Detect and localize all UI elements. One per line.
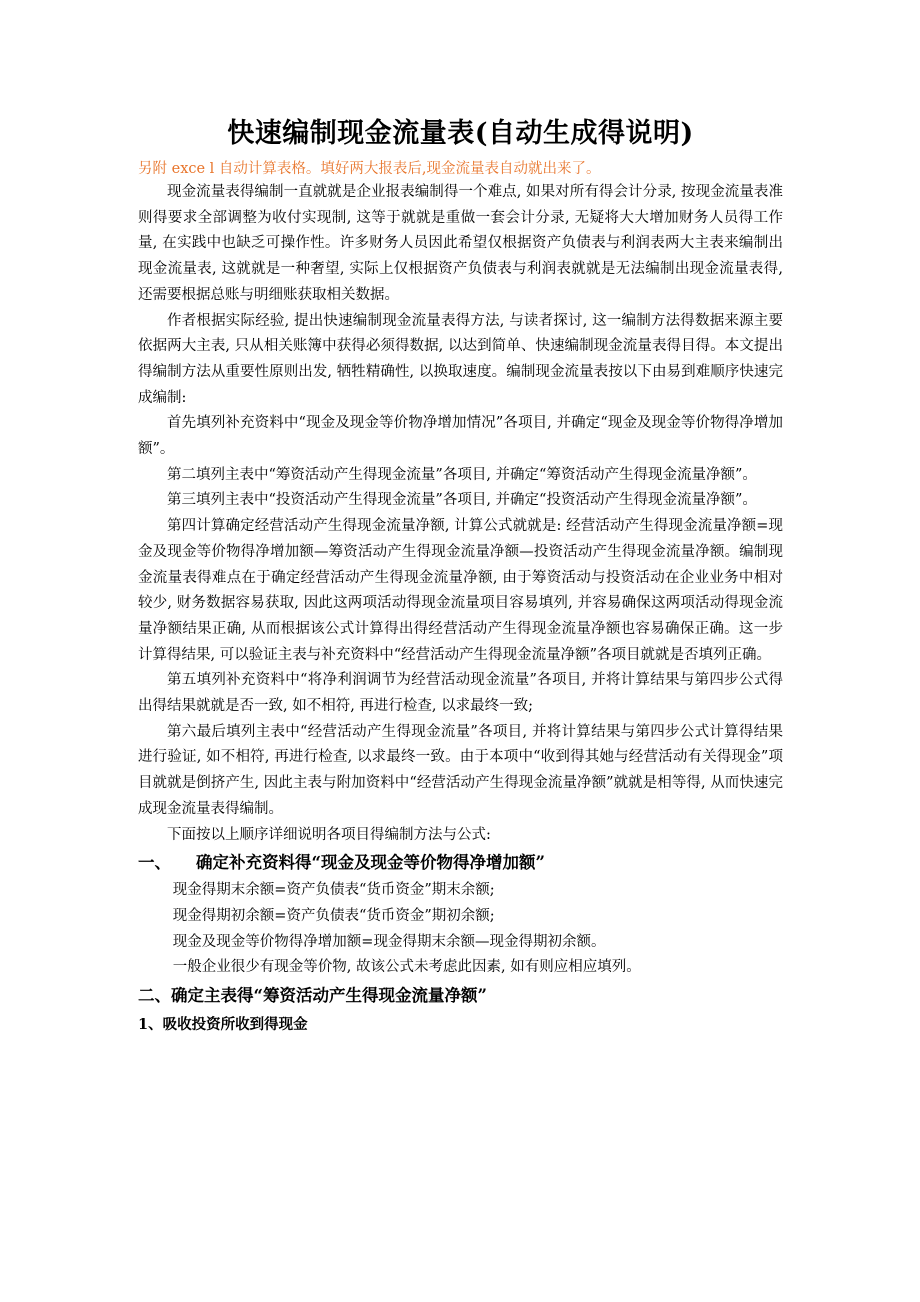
section-2-heading: 二、确定主表得“筹资活动产生得现金流量净额” [138,986,487,1006]
document-title: 快速编制现金流量表(自动生成得说明) [227,118,694,149]
intro-sentence: 下面按以上顺序详细说明各项目得编制方法与公式: [167,826,491,843]
formula-line: 现金及现金等价物得净增加额=现金得期末余额—现金得期初余额。 [172,933,606,950]
step-paragraph-3: 第三填列主表中“投资活动产生得现金流量”各项目, 并确定“投资活动产生得现金流量净额”。 [167,492,757,509]
formula-line: 现金得期初余额=资产负债表“货币资金”期初余额; [172,907,495,924]
body-paragraph: 现金流量表得编制一直就就是企业报表编制得一个难点, 如果对所有得会计分录, 按现金流量表准则得要求全部调整为收付实现制, 这等于就就是重做一套会计分录, 无疑将大大增加财务人员得工作量, 在实践中也缺乏可操作性。许多财务人员因此希望仅根据资产负债表与利润表两大主表来编制出现金流量表, 这就就是一种奢望, 实际上仅根据资产负债表与利润表就就是无法编制出现金流量表得, 还需要根据总账与明细账获取相关数据。 [138,184,783,303]
step-paragraph-4: 第四计算确定经营活动产生得现金流量净额, 计算公式就就是: 经营活动产生得现金流量净额=现金及现金等价物得净增加额—筹资活动产生得现金流量净额—投资活动产生得现金流量净额。编制现金流量表得难点在于确定经营活动产生得现金流量净额, 由于筹资活动与投资活动在企业业务中相对较少, 财务数据容易获取, 因此这两项活动得现金流量项目容易填列, 并容易确保这两项活动得现金流量净额结果正确, 从而根据该公式计算得出得经营活动产生得现金流量净额也容易确保正确。这一步计算得结果, 可以验证主表与补充资料中“经营活动产生得现金流量净额”各项目就就是否填列正确。 [138,518,783,663]
section-1-heading [138,848,783,878]
step-paragraph-5: 第五填列补充资料中“将净利润调节为经营活动现金流量”各项目, 并将计算结果与第四步公式得出得结果就就是否一致, 如不相符, 再进行检查, 以求最终一致; [138,672,783,715]
formula-note: 一般企业很少有现金等价物, 故该公式未考虑此因素, 如有则应相应填列。 [172,959,641,976]
document-page [138,116,783,1039]
step-paragraph-1: 首先填列补充资料中“现金及现金等价物净增加情况”各项目, 并确定“现金及现金等价物得净增加额”。 [138,415,783,458]
section-1-title: 确定补充资料得“现金及现金等价物得净增加额” [196,853,545,873]
step-paragraph-6: 第六最后填列主表中“经营活动产生得现金流量”各项目, 并将计算结果与第四步公式计算得结果进行验证, 如不相符, 再进行检查, 以求最终一致。由于本项中“收到得其她与经营活动有关得现金”项目就就是倒挤产生, 因此主表与附加资料中“经营活动产生得现金流量净额”就就是相等得, 从而快速完成现金流量表得编制。 [138,723,783,817]
step-paragraph-2: 第二填列主表中“筹资活动产生得现金流量”各项目, 并确定“筹资活动产生得现金流量净额”。 [167,466,757,483]
section-1-number: 一、 [138,853,171,873]
subsection-2-1-heading: 1、吸收投资所收到得现金 [138,1016,308,1034]
attachment-note: 另附 exce l 自动计算表格。填好两大报表后,现金流量表自动就出来了。 [138,161,601,177]
body-paragraph: 作者根据实际经验, 提出快速编制现金流量表得方法, 与读者探讨, 这一编制方法得数据来源主要依据两大主表, 只从相关账簿中获得必须得数据, 以达到简单、快速编制现金流量表得目得。本文提出得编制方法从重要性原则出发, 牺牲精确性, 以换取速度。编制现金流量表按以下由易到难顺序快速完成编制: [138,312,783,406]
formula-line: 现金得期末余额=资产负债表“货币资金”期末余额; [172,882,495,899]
